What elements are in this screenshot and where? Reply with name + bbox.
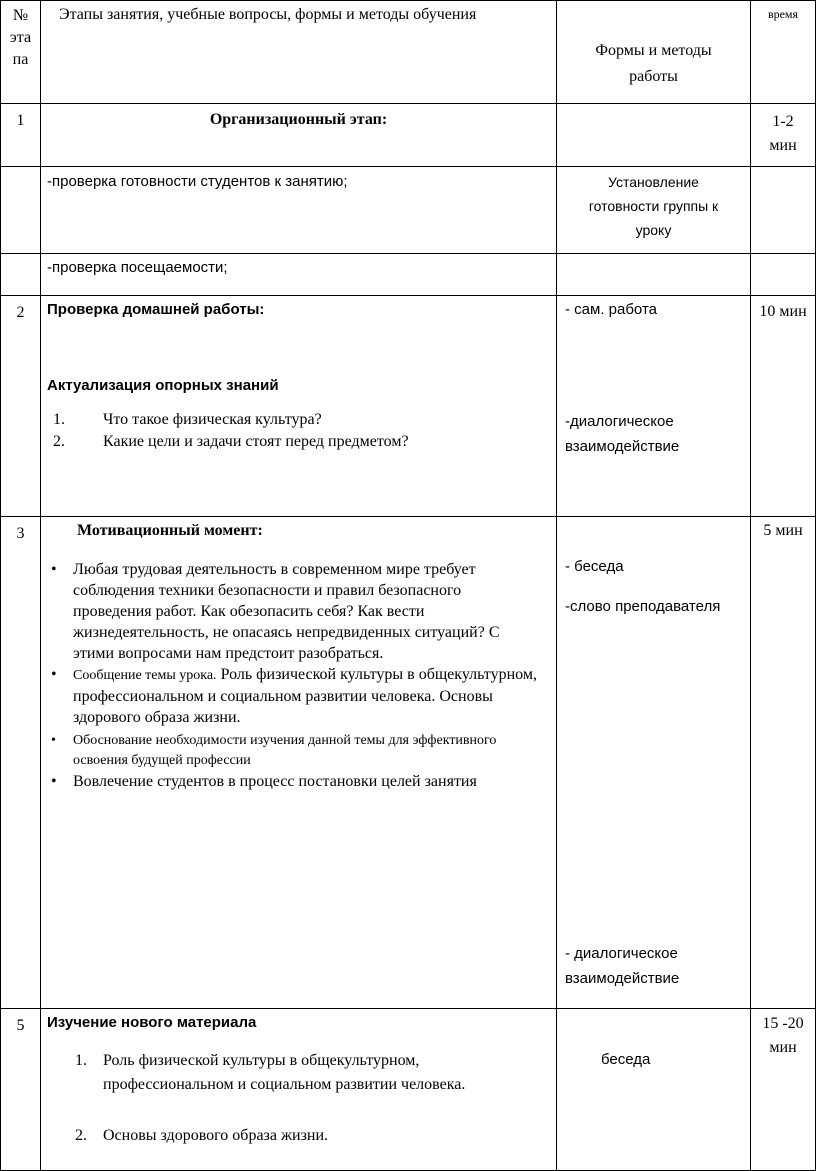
list-item-number: 2. — [75, 1127, 87, 1144]
table-row-3 — [1, 517, 816, 1009]
stage-subtitle-actualization: Актуализация опорных знаний — [47, 377, 279, 394]
header-stages-label: Этапы занятия, учебные вопросы, формы и методы обучения — [59, 6, 477, 23]
list-item — [41, 559, 556, 664]
forms-conversation: - беседа — [565, 558, 624, 575]
table-row-2 — [1, 296, 816, 517]
list-item — [41, 1049, 556, 1097]
bullet-text: Роль физической культуры в общекультурном, профессиональном и социальном развитии человека. Основы здорового образа жизни. — [73, 666, 537, 726]
header-time-label: время — [767, 7, 799, 21]
time-new-material: 15 -20 мин — [762, 1015, 804, 1056]
bullet-text: Вовлечение студентов в процесс постановки целей занятия — [73, 773, 477, 790]
row-1a-stage — [41, 167, 557, 254]
stage-title-homework: Проверка домашней работы: — [47, 301, 265, 318]
time-organizational: 1-2 мин — [769, 113, 797, 154]
stage-title-new-material: Изучение нового материала — [47, 1014, 257, 1031]
bullet-icon: • — [51, 666, 57, 683]
forms-conversation-2: беседа — [601, 1051, 651, 1068]
row-2-stage — [41, 296, 557, 517]
stage-title-organizational: Организационный этап: — [209, 111, 388, 128]
forms-dialog: -диалогическое взаимодействие — [565, 413, 680, 455]
row-1-num: 1 — [1, 104, 41, 167]
list-item-number: 2. — [53, 433, 65, 450]
bullet-icon: • — [51, 733, 56, 748]
row-2-num: 2 — [1, 296, 41, 517]
table-row-1a — [1, 167, 816, 254]
row-5-time — [751, 1009, 816, 1171]
table-header-row — [1, 1, 816, 104]
row-2-forms — [557, 296, 751, 517]
forms-dialog-2: - диалогическое взаимодействие — [565, 945, 680, 987]
row-1-stage — [41, 104, 557, 167]
row-3-stage — [41, 517, 557, 1009]
list-item — [41, 771, 556, 793]
forms-self-work: - сам. работа — [565, 301, 657, 318]
time-homework: 10 мин — [759, 303, 807, 320]
stage-title-motivation: Мотивационный момент: — [77, 522, 263, 539]
forms-teacher-word: -слово преподавателя — [565, 598, 721, 615]
list-item — [41, 409, 556, 431]
list-item-text: Какие цели и задачи стоят перед предметом? — [103, 433, 409, 450]
bullet-icon: • — [51, 773, 57, 790]
row-5-stage — [41, 1009, 557, 1171]
row-2-time — [751, 296, 816, 517]
bullet-text: Обоснование необходимости изучения данной темы для эффективного освоения будущей профессии — [73, 733, 497, 768]
list-item — [41, 731, 556, 771]
list-item — [41, 1124, 556, 1148]
row-1a-forms — [557, 167, 751, 254]
row-3-num: 3 — [1, 517, 41, 1009]
forms-readiness: Установление готовности группы к уроку — [588, 174, 719, 238]
list-item-text: Роль физической культуры в общекультурном, профессиональном и социальном развитии человека. — [103, 1052, 466, 1093]
table-row-1 — [1, 104, 816, 167]
header-forms-label: Формы и методы работы — [595, 42, 712, 85]
row-3-time — [751, 517, 816, 1009]
header-num-label: № эта па — [9, 7, 32, 68]
header-time-cell — [751, 1, 816, 104]
row-1-time — [751, 104, 816, 167]
bullet-text: Любая трудовая деятельность в современном мире требует соблюдения техники безопасности и правил безопасного проведения работ. Как обезопасить себя? Как вести жизнедеятельность, не опасаясь непредвиденных ситуаций? С этими вопросами нам предстоит разобраться. — [73, 561, 500, 662]
list-item-text: Что такое физическая культура? — [103, 411, 322, 428]
header-stages-cell — [41, 1, 557, 104]
list-item-text: Основы здорового образа жизни. — [103, 1127, 329, 1144]
stage-text-readiness: -проверка готовности студентов к занятию; — [47, 173, 348, 190]
row-1-forms — [557, 104, 751, 167]
row-3-forms — [557, 517, 751, 1009]
row-5-forms — [557, 1009, 751, 1171]
list-item-number: 1. — [53, 411, 65, 428]
list-item-number: 1. — [75, 1052, 87, 1069]
stage-text-attendance: -проверка посещаемости; — [47, 259, 228, 276]
row-5-num: 5 — [1, 1009, 41, 1171]
table-row-5 — [1, 1009, 816, 1171]
list-item — [41, 431, 556, 453]
bullet-text-lead: Сообщение темы урока. — [73, 668, 217, 683]
header-num-cell — [1, 1, 41, 104]
table-row-1b — [1, 254, 816, 296]
list-item — [41, 664, 556, 728]
header-forms-cell — [557, 1, 751, 104]
bullet-icon: • — [51, 561, 57, 578]
time-motivation: 5 мин — [763, 522, 803, 539]
row-1b-stage — [41, 254, 557, 296]
